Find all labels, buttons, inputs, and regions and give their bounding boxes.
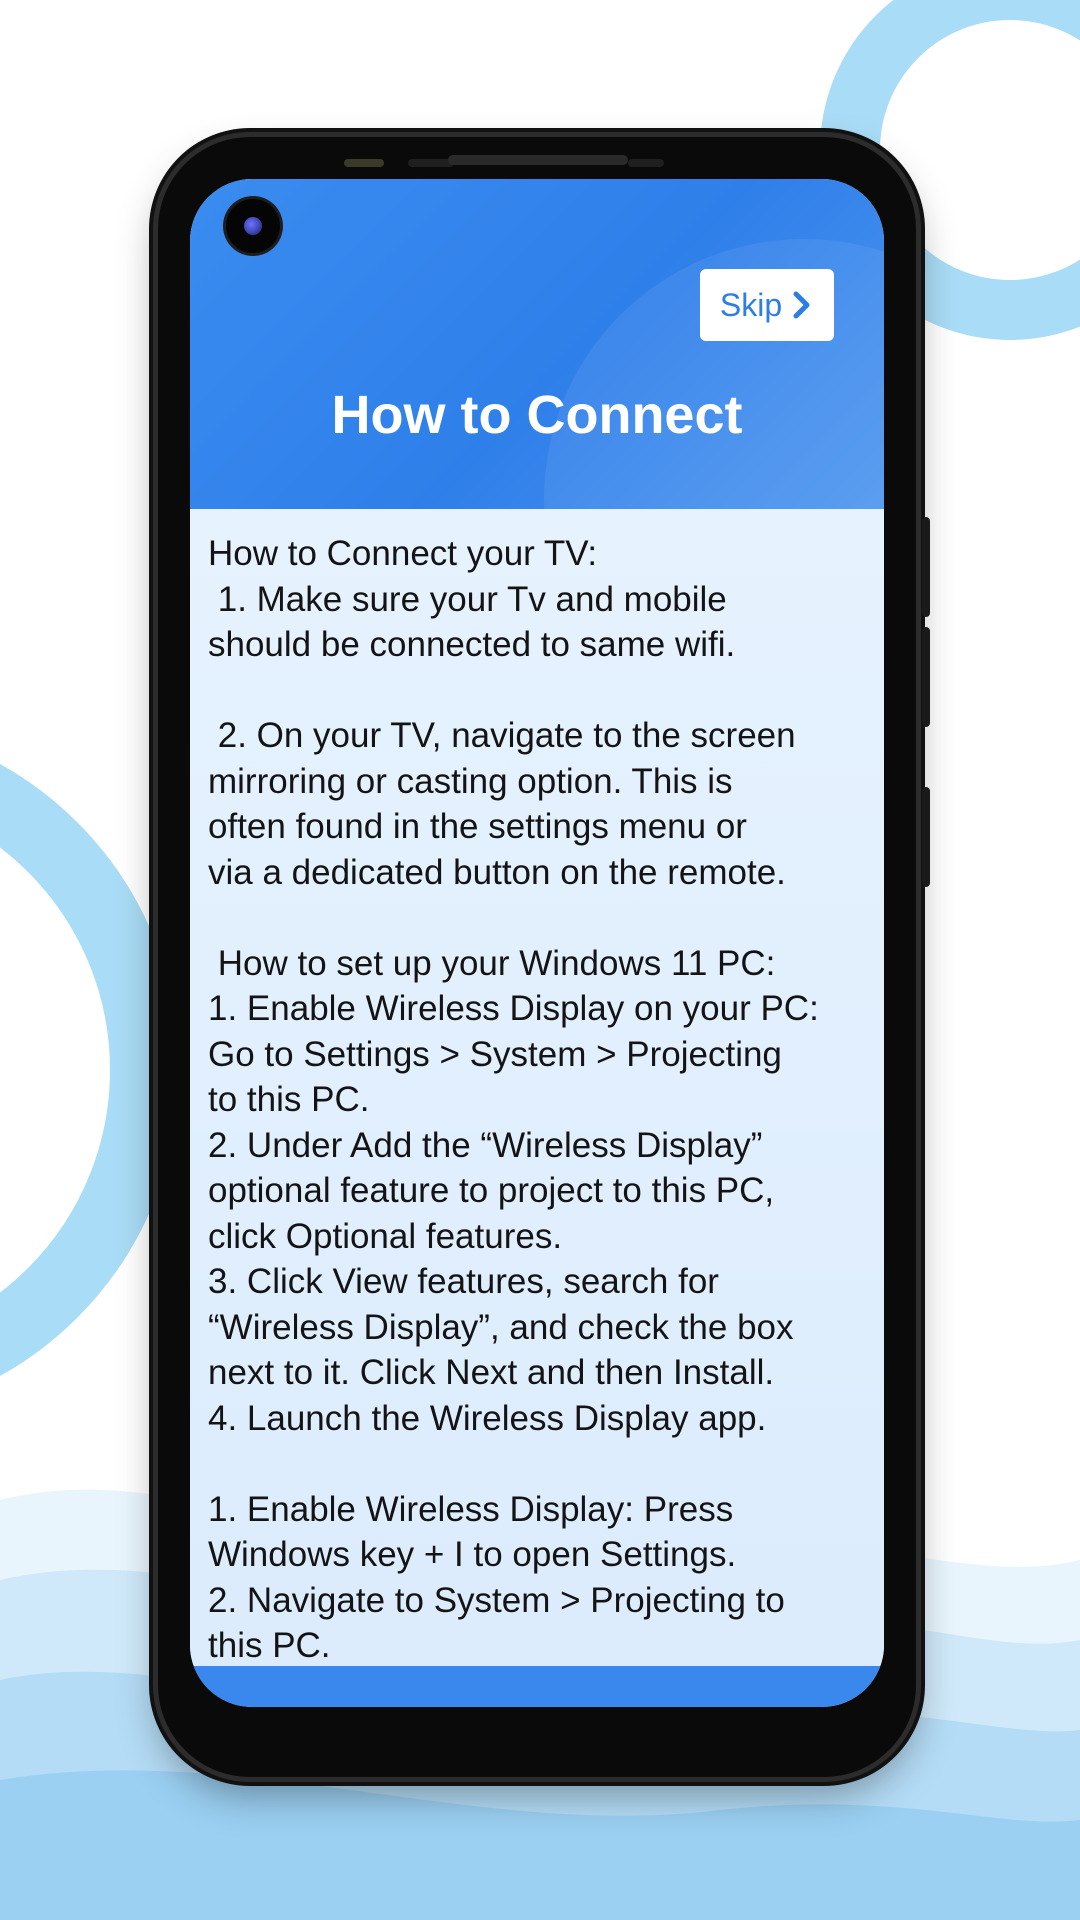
page-title: How to Connect xyxy=(331,385,743,445)
camera-icon xyxy=(226,199,280,253)
phone-frame xyxy=(158,137,916,1777)
bottom-bar xyxy=(190,1666,884,1707)
phone-sensor xyxy=(628,159,664,167)
instructions-panel[interactable] xyxy=(190,509,884,1666)
skip-button[interactable] xyxy=(700,269,834,341)
volume-up-button xyxy=(922,517,930,617)
app-header xyxy=(190,179,884,509)
earpiece-speaker xyxy=(448,155,628,165)
phone-screen xyxy=(190,179,884,1707)
power-button xyxy=(922,787,930,887)
volume-down-button xyxy=(922,627,930,727)
decorative-ring-left xyxy=(0,720,180,1420)
skip-label: Skip xyxy=(719,286,783,323)
instructions-text: How to Connect your TV: 1. Make sure your Tv and mobile should be connected to same wifi. 2. On your TV, navigate to the screen mirroring or casting option. This is often found in the settings menu or via a dedicated button on the remote. How to set up your Windows 11 PC: 1. Enable Wireless Display on your PC: Go to Settings > System > Projecting to this PC. 2. Under Add the “Wireless Display” optional feature to project to this PC, click Optional features. 3. Click View features, search for “Wireless Display”, and check the box next to it. Click Next and then Install. 4. Launch the Wireless Display app. 1. Enable Wireless Display: Press Windows key + I to open Settings. 2. Navigate to System > Projecting to this PC. xyxy=(208,534,819,1665)
chevron-right-icon xyxy=(790,290,814,320)
phone-sensor xyxy=(344,159,384,167)
